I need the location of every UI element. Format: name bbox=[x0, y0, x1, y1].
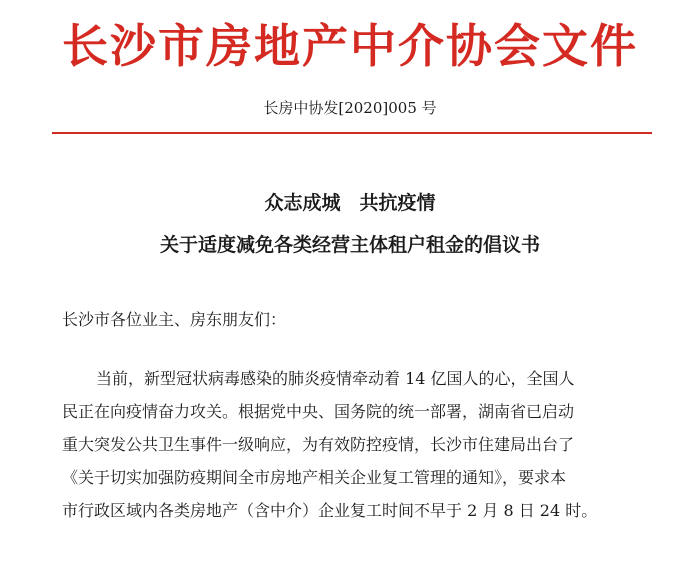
body-line: 《关于切实加强防疫期间全市房地产相关企业复工管理的通知》，要求本 bbox=[62, 468, 567, 487]
body-line: 重大突发公共卫生事件一级响应，为有效防控疫情，长沙市住建局出台了 bbox=[62, 435, 575, 454]
body-line: 市行政区域内各类房地产（含中介）企业复工时间不早于 2 月 8 日 24 时。 bbox=[62, 501, 598, 520]
body-paragraph bbox=[62, 362, 642, 527]
salutation: 长沙市各位业主、房东朋友们： bbox=[62, 310, 287, 329]
body-line: 民正在向疫情奋力攻关。根据党中央、国务院的统一部署，湖南省已启动 bbox=[62, 402, 575, 421]
document-header-title: 长沙市房地产中介协会文件 bbox=[62, 19, 638, 73]
header-red-rule bbox=[52, 132, 652, 134]
subject-title: 关于适度减免各类经营主体租户租金的倡议书 bbox=[159, 234, 540, 256]
subject-slogan: 众志成城 共抗疫情 bbox=[264, 192, 436, 214]
document-number: 长房中协发[2020]005 号 bbox=[263, 99, 437, 117]
body-line: 当前，新型冠状病毒感染的肺炎疫情牵动着 14 亿国人的心，全国人 bbox=[96, 369, 575, 388]
